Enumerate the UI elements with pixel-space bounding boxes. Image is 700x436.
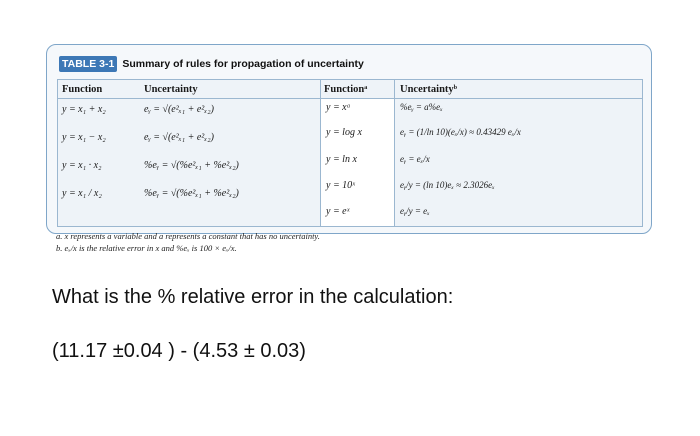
right-row-3-uncertainty: eᵧ = eₓ/x: [400, 154, 430, 164]
left-row-4-function: y = x₁ / x₂: [62, 188, 102, 199]
left-row-1-function: y = x₁ + x₂: [62, 104, 106, 115]
right-row-4-function: y = 10ˣ: [326, 180, 356, 191]
header-function-a: Functionᵃ: [324, 84, 368, 95]
header-function: Function: [62, 84, 103, 95]
left-row-3-function: y = x₁ · x₂: [62, 160, 102, 171]
table-number-badge: TABLE 3-1: [59, 56, 117, 72]
footnote-a: a. x represents a variable and a represents a constant that has no uncertainty.: [56, 231, 320, 241]
propagation-rules-table: [57, 79, 643, 227]
question-text: What is the % relative error in the calculation:: [52, 286, 454, 308]
footnote-b: b. eₓ/x is the relative error in x and %eₓ is 100 × eₓ/x.: [56, 243, 237, 253]
table-caption: Summary of rules for propagation of uncertainty: [122, 58, 364, 70]
right-row-1-uncertainty: %eᵧ = a%eₓ: [400, 102, 443, 112]
left-row-1-uncertainty: eᵧ = √(e²ₓ₁ + e²ₓ₂): [144, 104, 214, 115]
calculation-expression: (11.17 ±0.04 ) - (4.53 ± 0.03): [52, 340, 306, 362]
right-row-5-uncertainty: eᵧ/y = eₓ: [400, 206, 430, 216]
right-row-5-function: y = eˣ: [326, 206, 350, 217]
left-row-3-uncertainty: %eᵧ = √(%e²ₓ₁ + %e²ₓ₂): [144, 160, 239, 171]
right-row-1-function: y = xᵃ: [326, 102, 351, 113]
header-uncertainty-b: Uncertaintyᵇ: [400, 84, 458, 95]
header-uncertainty: Uncertainty: [144, 84, 198, 95]
right-row-4-uncertainty: eᵧ/y = (ln 10)eₓ ≈ 2.3026eₓ: [400, 180, 495, 190]
table-title-row: [59, 55, 364, 73]
rules-table-panel: [46, 44, 652, 234]
left-row-2-function: y = x₁ − x₂: [62, 132, 106, 143]
right-row-2-uncertainty: eᵧ = (1/ln 10)(eₓ/x) ≈ 0.43429 eₓ/x: [400, 127, 521, 137]
right-row-3-function: y = ln x: [326, 154, 357, 165]
right-row-2-function: y = log x: [326, 127, 362, 138]
table-footnotes: [56, 230, 320, 254]
left-row-4-uncertainty: %eᵧ = √(%e²ₓ₁ + %e²ₓ₂): [144, 188, 239, 199]
left-row-2-uncertainty: eᵧ = √(e²ₓ₁ + e²ₓ₂): [144, 132, 214, 143]
